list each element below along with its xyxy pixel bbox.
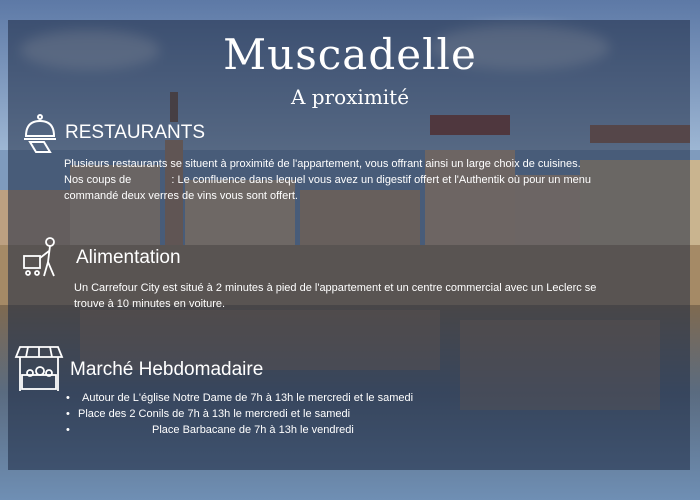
list-item: • Place des 2 Conils de 7h à 13h le mercredi et le samedi: [66, 406, 486, 422]
list-item: • Autour de L'église Notre Dame de 7h à 13h le mercredi et le samedi: [66, 390, 486, 406]
restaurants-line-2-prefix: Nos coups de: [64, 174, 135, 186]
alimentation-line-1: Un Carrefour City est situé à 2 minutes à pied de l'appartement et un centre commercial avec un Leclerc se: [74, 282, 597, 294]
section-title-restaurants: RESTAURANTS: [65, 122, 206, 143]
section-title-marche: Marché Hebdomadaire: [70, 359, 264, 380]
alimentation-line-2: trouve à 10 minutes en voiture.: [74, 298, 226, 310]
list-item: • Place Barbacane de 7h à 13h le vendredi: [66, 422, 486, 438]
shopping-cart-person-icon: [20, 236, 64, 286]
restaurants-line-2: [64, 172, 694, 188]
page-subtitle: A proximité: [290, 85, 410, 109]
market-stall-icon: [14, 343, 64, 399]
restaurants-line-1: Plusieurs restaurants se situent à proximité de l'appartement, vous offrant ainsi un large choix de cuisines.: [64, 158, 581, 170]
section-title-alimentation: Alimentation: [76, 247, 181, 268]
alimentation-description: [74, 280, 694, 312]
marche-list: [66, 390, 486, 438]
food-cloche-icon: [22, 112, 58, 160]
restaurants-line-2-suffix: : Le confluence dans lequel vous avez un digestif offert et l'Authentik où pour un menu: [171, 174, 591, 186]
page-title: Muscadelle: [223, 30, 477, 79]
restaurants-line-3: commandé deux verres de vins vous sont offert.: [64, 190, 298, 202]
restaurants-description: [64, 156, 694, 204]
